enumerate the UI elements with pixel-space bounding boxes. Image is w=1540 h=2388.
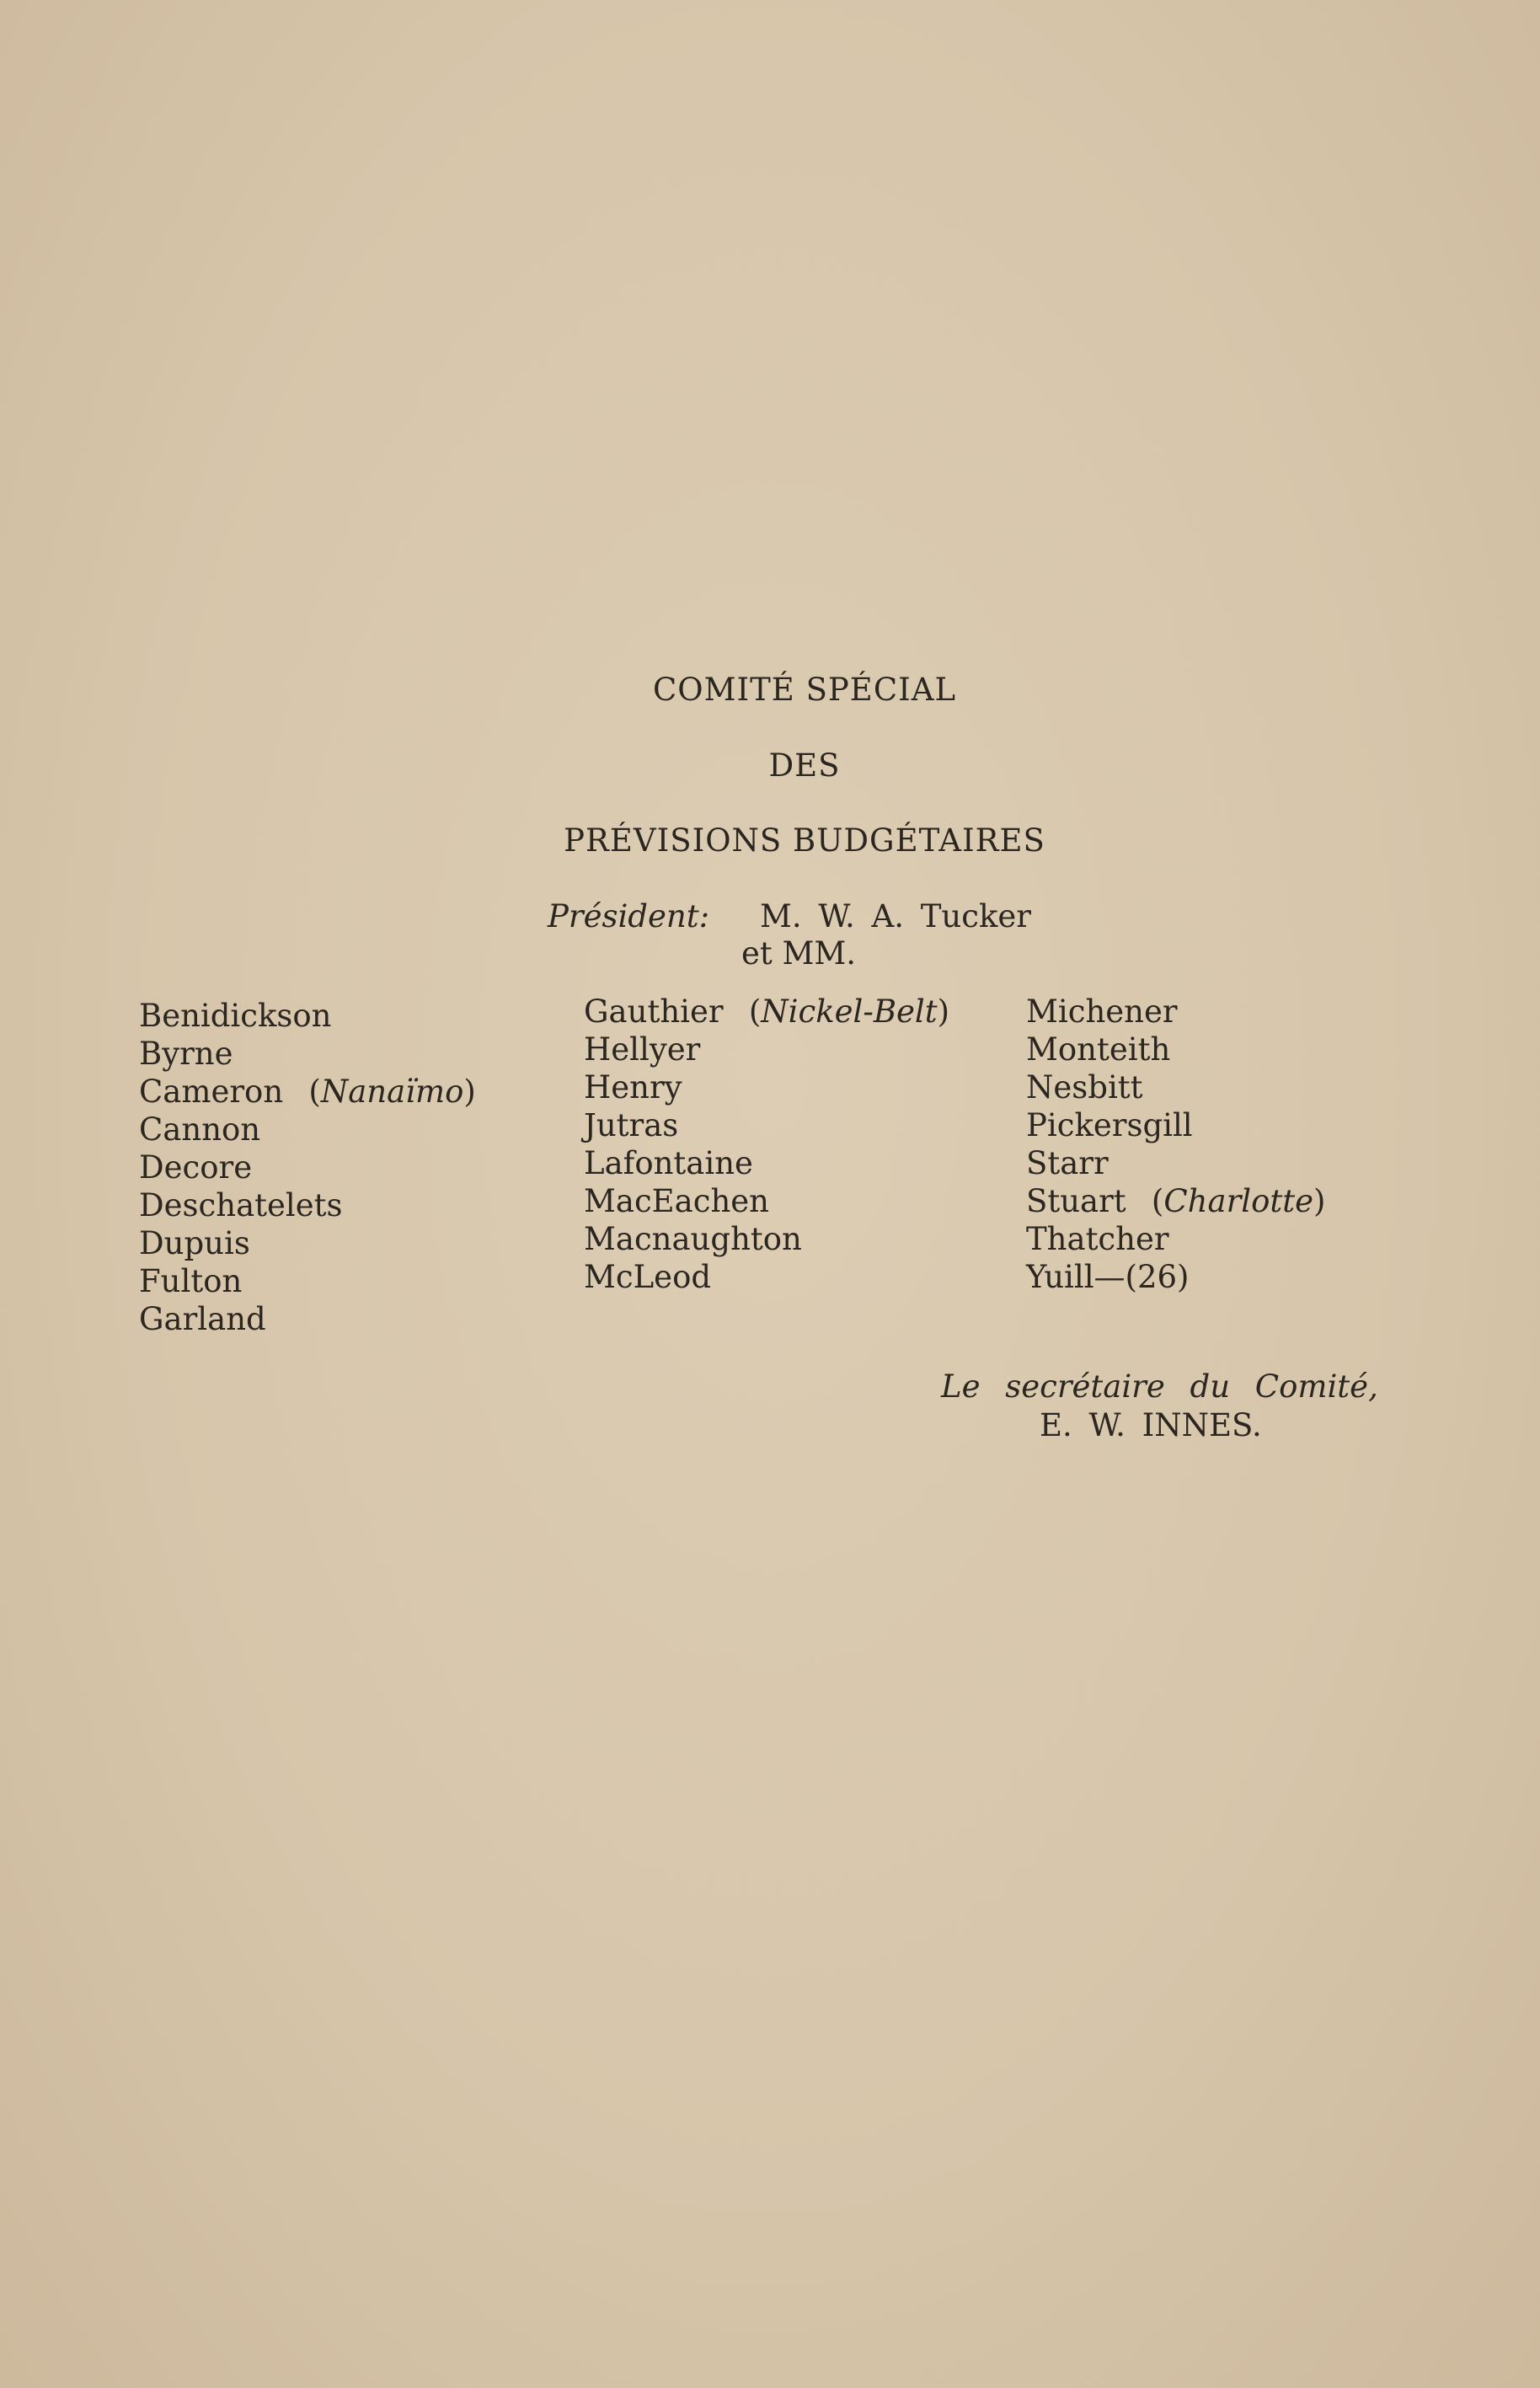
member-name — [139, 1224, 476, 1262]
member-name — [584, 1220, 949, 1258]
members-column-2 — [584, 993, 949, 1296]
member-surname: Stuart — [1026, 1183, 1126, 1219]
member-surname: Macnaughton — [584, 1221, 802, 1257]
member-name — [139, 1186, 476, 1224]
member-name — [139, 1111, 476, 1148]
member-surname: Cannon — [139, 1111, 261, 1148]
members-column-1 — [139, 997, 476, 1338]
member-surname: Henry — [584, 1069, 682, 1106]
member-name — [139, 1300, 476, 1338]
committee-subtitle: PRÉVISIONS BUDGÉTAIRES — [564, 822, 1045, 859]
member-name — [1026, 1144, 1325, 1182]
member-name: Gauthier (Nickel-Belt) — [584, 993, 950, 1030]
member-name — [1026, 1106, 1325, 1144]
member-surname: Jutras — [584, 1107, 679, 1143]
member-surname: Nesbitt — [1026, 1069, 1143, 1106]
member-name — [1026, 993, 1325, 1031]
member-name — [584, 1031, 949, 1068]
member-name — [1026, 1258, 1325, 1296]
member-surname: Gauthier — [584, 993, 724, 1030]
member-riding: Nickel-Belt — [761, 993, 938, 1030]
members-column-3 — [1026, 993, 1325, 1296]
member-name — [1026, 1068, 1325, 1106]
member-name: Stuart (Charlotte) — [1026, 1183, 1326, 1219]
member-surname: Decore — [139, 1149, 253, 1186]
member-name — [139, 997, 476, 1035]
member-riding: Nanaïmo — [320, 1074, 464, 1110]
member-name — [139, 1262, 476, 1300]
member-riding: Charlotte — [1163, 1183, 1314, 1219]
member-surname: Fulton — [139, 1263, 243, 1299]
member-name — [584, 1106, 949, 1144]
member-name — [139, 1035, 476, 1073]
member-name — [1026, 1220, 1325, 1258]
members-intro: et MM. — [741, 935, 857, 972]
member-surname: Cameron — [139, 1074, 284, 1110]
member-surname: Hellyer — [584, 1031, 701, 1068]
member-surname: MacEachen — [584, 1183, 770, 1219]
bleed-through-text — [0, 143, 1540, 175]
member-surname: Deschatelets — [139, 1187, 343, 1223]
member-surname: Thatcher — [1026, 1221, 1169, 1257]
secretary-name: E. W. INNES. — [1040, 1407, 1262, 1443]
member-surname: Yuill—(26) — [1026, 1259, 1190, 1295]
member-surname: Michener — [1026, 993, 1178, 1030]
president-label: Président: — [548, 898, 710, 934]
member-surname: Garland — [139, 1301, 266, 1337]
member-name — [584, 1258, 949, 1296]
member-name — [584, 1068, 949, 1106]
member-surname: Starr — [1026, 1145, 1109, 1181]
member-surname: Pickersgill — [1026, 1107, 1193, 1143]
member-name: Cameron (Nanaïmo) — [139, 1074, 476, 1110]
president-line — [548, 898, 1031, 934]
member-surname: Benidickson — [139, 998, 332, 1034]
member-surname: Monteith — [1026, 1031, 1171, 1068]
member-name — [584, 1144, 949, 1182]
committee-title-des: DES — [768, 747, 841, 784]
member-surname: McLeod — [584, 1259, 712, 1295]
member-name — [584, 1182, 949, 1220]
member-name — [139, 1148, 476, 1186]
member-name — [1026, 1031, 1325, 1068]
member-surname: Dupuis — [139, 1225, 250, 1261]
member-surname: Byrne — [139, 1036, 233, 1072]
secretary-title: Le secrétaire du Comité, — [941, 1368, 1378, 1405]
member-surname: Lafontaine — [584, 1145, 753, 1181]
president-name: M. W. A. Tucker — [760, 898, 1031, 934]
committee-title: COMITÉ SPÉCIAL — [652, 672, 957, 708]
